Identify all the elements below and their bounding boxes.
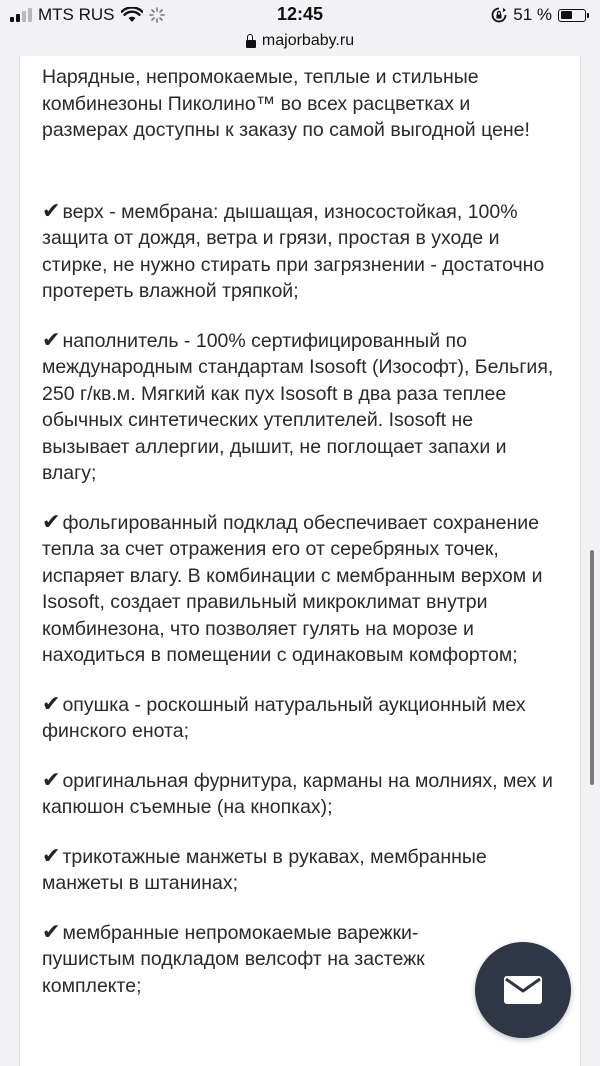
feature-text: верх - мембрана: дышащая, износостойкая, 100% защита от дождя, ветра и грязи, простая в уходе и стирке, не нужно стирать при загрязнении - достаточно протереть влажной тряпкой; xyxy=(42,200,545,302)
feature-text: наполнитель - 100% сертифицированный по международным стандартам Isosoft (Изософт), Бельгия, 250 г/кв.м. Мягкий как пух Isosoft в два раза теплее обычных синтетических утеплителей. Isosoft не вызывает аллергии, дышит, не поглощает запахи и влагу; xyxy=(42,329,554,484)
feature-text: мембранные непромокаемые варежки- xyxy=(62,921,419,944)
mail-icon xyxy=(504,976,542,1004)
feature-item xyxy=(42,767,560,821)
check-icon: ✔ xyxy=(42,842,61,868)
email-button[interactable] xyxy=(475,942,571,1038)
url-text: majorbaby.ru xyxy=(261,32,355,49)
feature-item xyxy=(42,843,560,897)
feature-text: оригинальная фурнитура, карманы на молниях, мех и капюшон съемные (на кнопках); xyxy=(42,769,553,818)
scrollbar[interactable] xyxy=(590,550,594,785)
feature-text: комплекте; xyxy=(42,974,142,997)
feature-item xyxy=(42,509,560,669)
battery-percent: 51 % xyxy=(513,5,552,24)
check-icon: ✔ xyxy=(42,766,61,792)
feature-text: опушка - роскошный натуральный аукционный мех финского енота; xyxy=(42,693,526,742)
battery-level xyxy=(561,11,572,19)
check-icon: ✔ xyxy=(42,690,61,716)
address-bar[interactable] xyxy=(0,28,600,54)
intro-paragraph: Нарядные, непромокаемые, теплые и стильные комбинезоны Пиколино™ во всех расцветках и размерах доступны к заказу по самой выгодной цене! xyxy=(42,66,530,141)
status-right xyxy=(491,5,586,25)
feature-item xyxy=(42,198,560,305)
feature-text: фольгированный подклад обеспечивает сохранение тепла за счет отражения его от серебряных точек, испаряет влагу. В комбинации с мембранным верхом и Isosoft, создает правильный микроклимат внутри комбинезона, что позволяет гулять на морозе и находиться в помещении с одинаковым комфортом; xyxy=(42,511,543,666)
check-icon: ✔ xyxy=(42,508,61,534)
check-icon: ✔ xyxy=(42,326,61,352)
check-icon: ✔ xyxy=(42,918,61,944)
status-bar xyxy=(0,0,600,30)
battery-icon xyxy=(558,9,586,22)
feature-item xyxy=(42,327,560,487)
feature-item xyxy=(42,691,560,745)
feature-text: трикотажные манжеты в рукавах, мембранные манжеты в штанинах; xyxy=(42,845,487,894)
check-icon: ✔ xyxy=(42,197,61,223)
rotation-lock-icon xyxy=(491,7,507,23)
feature-text: пушистым подкладом велсофт на застежк xyxy=(42,948,425,970)
carrier-name: MTS RUS xyxy=(38,5,115,24)
lock-icon xyxy=(246,40,256,48)
clock: 12:45 xyxy=(276,4,324,24)
article-content xyxy=(19,56,581,1066)
